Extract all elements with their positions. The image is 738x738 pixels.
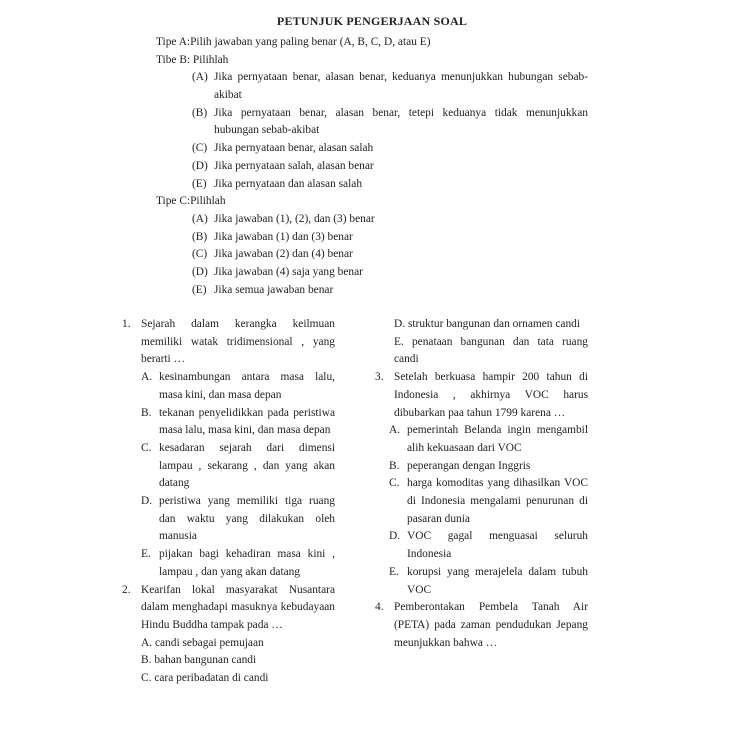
tipe-c-options — [156, 211, 588, 300]
question-3 — [375, 369, 588, 599]
option-text: pijakan bagi kehadiran masa kini , lampau , dan yang akan datang — [159, 548, 335, 578]
tipe-b-heading: Tibe B: Pilihlah — [156, 53, 229, 66]
answer-option — [389, 422, 588, 457]
answer-option — [389, 528, 588, 563]
option-label: E. — [389, 565, 399, 578]
option-label: (C) — [192, 142, 208, 155]
option-label: (B) — [192, 230, 208, 243]
option-label: A. — [141, 636, 153, 649]
page-title: PETUNJUK PENGERJAAN SOAL — [276, 14, 468, 28]
option-text: tekanan penyelidikkan pada peristiwa masa lalu, masa kini, dan masa depan — [159, 406, 335, 437]
answer-option — [141, 546, 335, 581]
tipe-c-option — [192, 211, 588, 229]
question-2 — [122, 582, 335, 688]
tipe-b-options — [156, 69, 588, 193]
instructions — [156, 34, 588, 300]
option-label: D. — [141, 495, 153, 508]
option-text: kesadaran sejarah dari dimensi lampau , sekarang , dan yang akan datang — [159, 441, 335, 490]
tipe-a-instruction: Tipe A:Pilih jawaban yang paling benar (A, B, C, D, atau E) — [156, 36, 431, 48]
question-number: 2. — [122, 583, 131, 596]
tipe-b-option — [192, 105, 588, 140]
answer-option — [141, 635, 335, 653]
answer-option — [389, 564, 588, 599]
option-text: Jika jawaban (2) dan (4) benar — [214, 248, 353, 261]
option-text: harga komoditas yang dihasilkan VOC di Indonesia mengalami penurunan di pasaran dunia — [407, 477, 588, 525]
question-number: 4. — [375, 601, 384, 614]
question-number: 1. — [122, 318, 131, 330]
question-4 — [375, 599, 588, 652]
tipe-c-option — [192, 246, 588, 264]
option-label: (C) — [192, 248, 208, 261]
option-label: E. — [394, 335, 404, 348]
question-2-continued — [394, 316, 588, 369]
option-label: (A) — [192, 212, 208, 225]
option-label: C. — [141, 672, 152, 685]
option-label: (A) — [192, 71, 208, 84]
tipe-b-option — [192, 176, 588, 194]
option-text: Jika pernyataan benar, alasan benar, keduanya menunjukkan hubungan sebab-akibat — [214, 71, 588, 102]
question-text: Pemberontakan Pembela Tanah Air (PETA) pada zaman pendudukan Jepang meunjukkan bahwa … — [394, 601, 588, 649]
answer-option — [141, 652, 335, 670]
answer-option — [389, 475, 588, 528]
option-text: Jika pernyataan salah, alasan benar — [214, 159, 374, 172]
question-text: Kearifan lokal masyarakat Nusantara dalam menghadapi masuknya kebudayaan Hindu Buddha tampak pada … — [141, 583, 335, 631]
question-number: 3. — [375, 371, 384, 384]
option-label: (D) — [192, 266, 208, 279]
question-1 — [122, 316, 335, 582]
option-text: pemerintah Belanda ingin mengambil alih kekuasaan dari VOC — [407, 424, 588, 454]
answer-option — [394, 316, 588, 334]
option-label: C. — [389, 477, 400, 490]
answer-option — [394, 334, 588, 369]
answer-option — [141, 405, 335, 440]
option-label: (B) — [192, 106, 208, 119]
option-text: VOC gagal menguasai seluruh Indonesia — [407, 530, 588, 561]
answer-option — [389, 458, 588, 476]
answer-option — [141, 369, 335, 404]
option-text: Jika jawaban (4) saja yang benar — [214, 266, 363, 279]
question-text: Sejarah dalam kerangka keilmuan memiliki watak tridimensional , yang berarti … — [141, 318, 335, 366]
option-label: B. — [141, 406, 152, 419]
option-label: A. — [141, 371, 153, 384]
tipe-c-option — [192, 229, 588, 247]
option-text: Jika pernyataan dan alasan salah — [214, 177, 363, 190]
left-column — [122, 316, 335, 688]
tipe-b-option — [192, 158, 588, 176]
option-text: Jika jawaban (1), (2), dan (3) benar — [214, 212, 375, 225]
tipe-c-heading: Tipe C:Pilihlah — [156, 195, 226, 208]
option-label: D. — [389, 530, 401, 543]
option-label: B. — [389, 459, 400, 472]
tipe-b-option — [192, 140, 588, 158]
option-label: E. — [141, 548, 151, 561]
option-text: candi sebagai pemujaan — [154, 636, 264, 649]
option-text: cara peribadatan di candi — [154, 672, 269, 685]
question-text: Setelah berkuasa hampir 200 tahun di Indonesia , akhirnya VOC harus dibubarkan paa tahun 1799 karena … — [394, 371, 588, 419]
option-text: Jika pernyataan benar, alasan benar, tetepi keduanya tidak menunjukkan hubungan sebab-akibat — [214, 106, 588, 137]
answer-option — [141, 670, 335, 688]
option-text: penataan bangunan dan tata ruang candi — [394, 335, 588, 366]
answer-option — [141, 493, 335, 546]
option-text: Jika jawaban (1) dan (3) benar — [214, 230, 353, 243]
option-label: D. — [394, 318, 406, 330]
tipe-b-option — [192, 69, 588, 104]
option-text: Jika semua jawaban benar — [214, 283, 334, 296]
option-label: A. — [389, 424, 401, 437]
tipe-c-option — [192, 282, 588, 300]
option-label: B. — [141, 654, 152, 667]
right-column — [375, 316, 588, 652]
option-text: Jika pernyataan benar, alasan salah — [214, 142, 374, 155]
option-text: peperangan dengan Inggris — [407, 459, 531, 472]
option-text: kesinambungan antara masa lalu, masa kini, dan masa depan — [159, 371, 335, 401]
option-label: C. — [141, 441, 152, 454]
option-label: (E) — [192, 177, 207, 190]
option-label: (E) — [192, 283, 207, 296]
option-text: bahan bangunan candi — [154, 654, 257, 667]
option-text: struktur bangunan dan ornamen candi — [407, 318, 581, 330]
option-label: (D) — [192, 159, 208, 172]
option-text: korupsi yang merajelela dalam tubuh VOC — [407, 565, 588, 596]
option-text: peristiwa yang memiliki tiga ruang dan waktu yang dilakukan oleh manusia — [159, 495, 335, 543]
answer-option — [141, 440, 335, 493]
tipe-c-option — [192, 264, 588, 282]
